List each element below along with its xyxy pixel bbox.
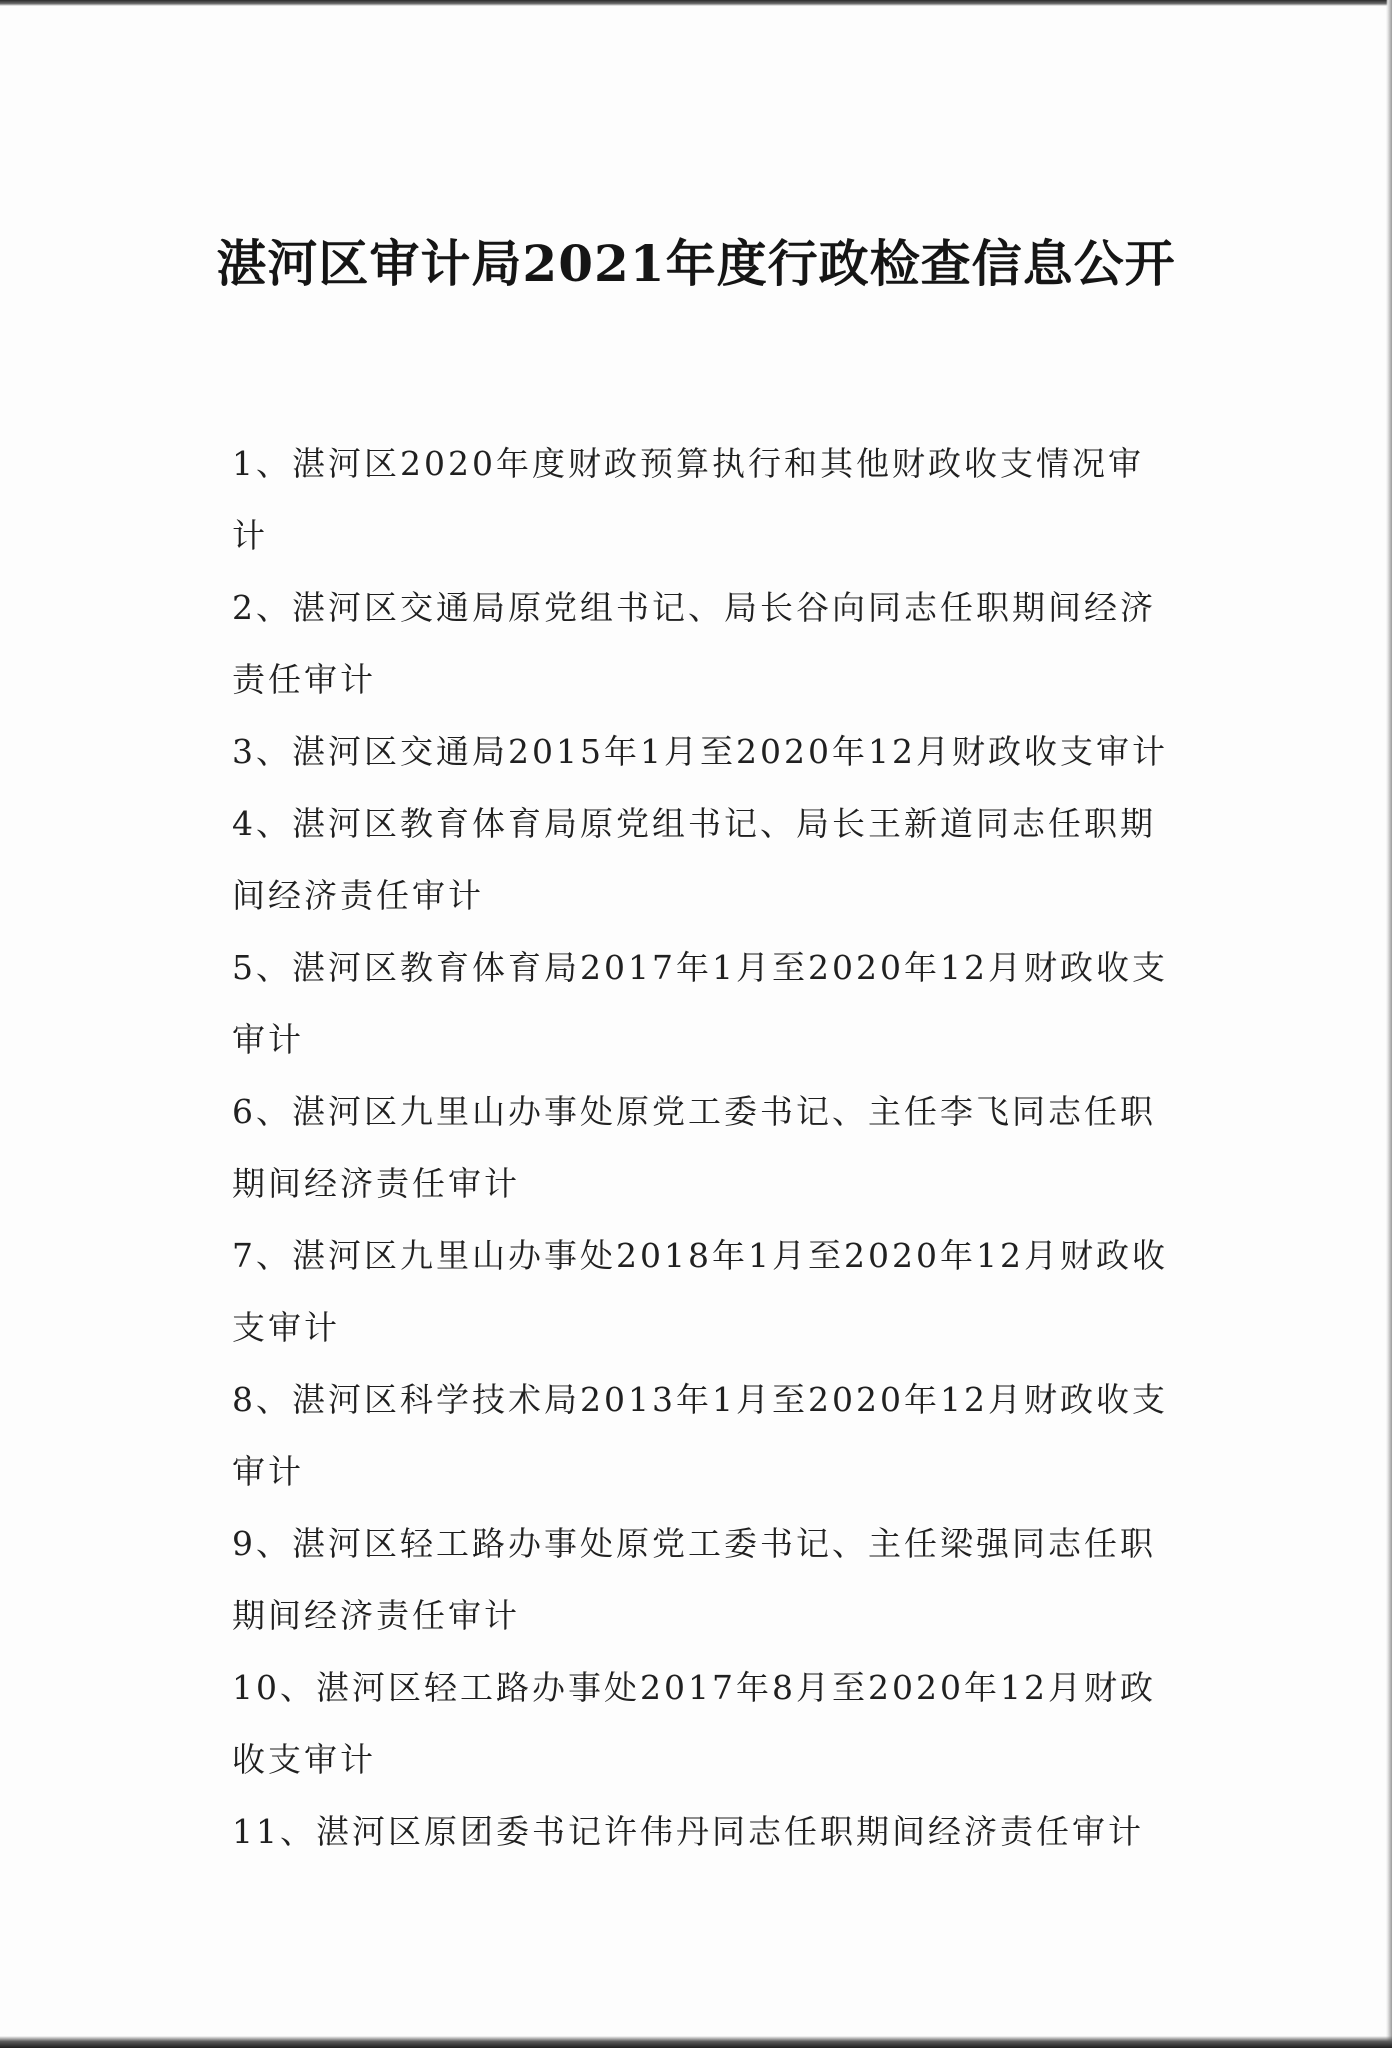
page-top-edge-shadow [0, 0, 1392, 6]
list-item-6: 6、湛河区九里山办事处原党工委书记、主任李飞同志任职期间经济责任审计 [232, 1092, 1156, 1203]
list-item-10: 10、湛河区轻工路办事处2017年8月至2020年12月财政收支审计 [232, 1668, 1156, 1779]
page-right-edge-shadow [1386, 0, 1392, 2048]
list-item-4: 4、湛河区教育体育局原党组书记、局长王新道同志任职期间经济责任审计 [232, 804, 1156, 915]
list-item-2: 2、湛河区交通局原党组书记、局长谷向同志任职期间经济责任审计 [232, 588, 1156, 699]
list-item-11: 11、湛河区原团委书记许伟丹同志任职期间经济责任审计 [232, 1812, 1144, 1851]
list-item-7: 7、湛河区九里山办事处2018年1月至2020年12月财政收支审计 [232, 1236, 1168, 1347]
list-item-9: 9、湛河区轻工路办事处原党工委书记、主任梁强同志任职期间经济责任审计 [232, 1524, 1156, 1635]
list-item-5: 5、湛河区教育体育局2017年1月至2020年12月财政收支审计 [232, 948, 1168, 1059]
list-item-1: 1、湛河区2020年度财政预算执行和其他财政收支情况审计 [232, 444, 1144, 555]
list-item-8: 8、湛河区科学技术局2013年1月至2020年12月财政收支审计 [232, 1380, 1168, 1491]
page-title: 湛河区审计局2021年度行政检查信息公开 [216, 234, 1176, 293]
audit-item-list [232, 428, 1172, 1868]
list-item-3: 3、湛河区交通局2015年1月至2020年12月财政收支审计 [232, 732, 1168, 771]
page-bottom-edge-shadow [0, 2036, 1392, 2048]
